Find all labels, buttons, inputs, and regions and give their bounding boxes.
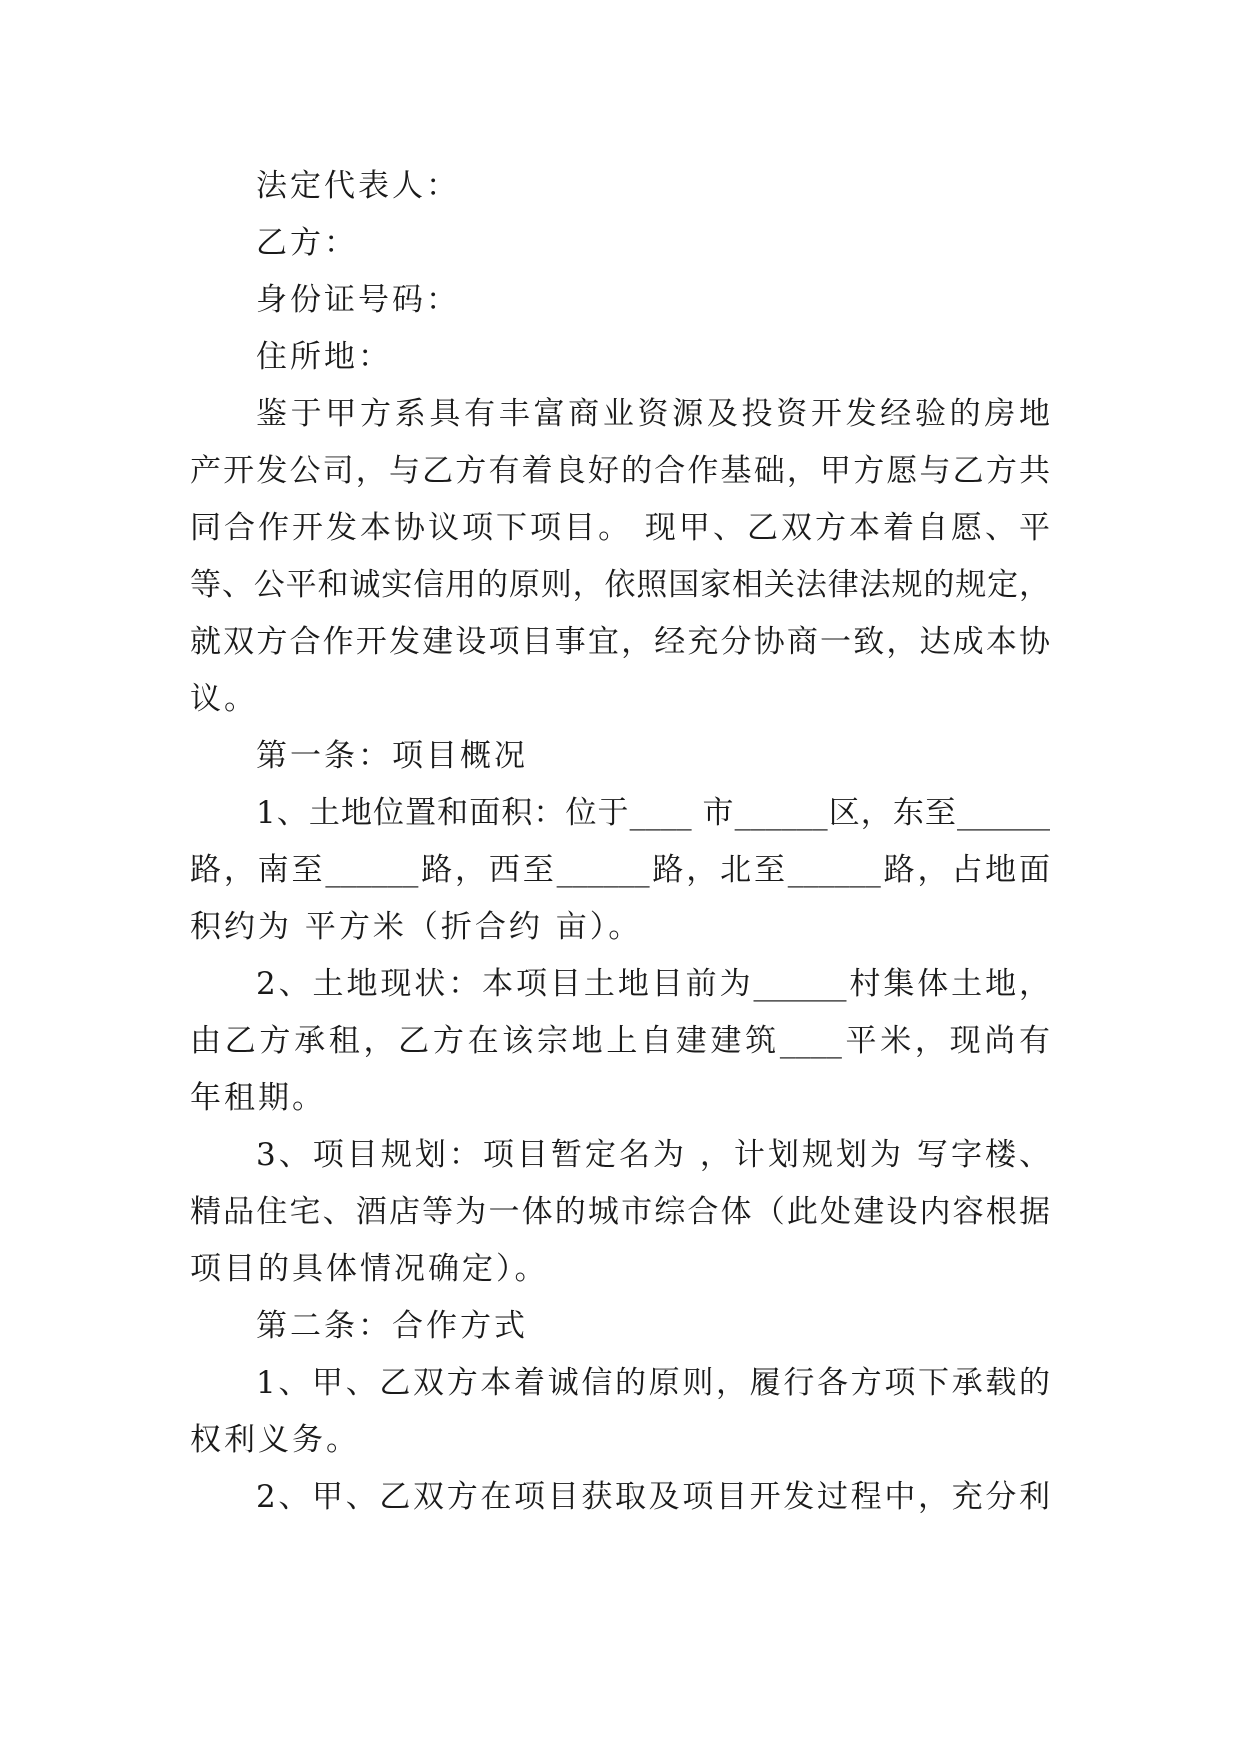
clause-1-2-line: 年租期。 [190, 1080, 326, 1116]
preamble-line: 等、公平和诚实信用的原则，依照国家相关法律法规的规定， [190, 567, 1050, 603]
clause-1-2-line: 2、土地现状：本项目土地目前为______村集体土地， [256, 966, 1050, 1002]
clause-1-1-line: 路，南至______路，西至______路，北至______路，占地面 [190, 852, 1050, 888]
article-2-heading: 第二条：合作方式 [256, 1308, 528, 1344]
article-1-heading: 第一条：项目概况 [256, 738, 528, 774]
preamble-line: 同合作开发本协议项下项目。 现甲、乙双方本着自愿、平 [190, 510, 1050, 546]
party-b-label: 乙方： [256, 225, 358, 261]
preamble-line: 鉴于甲方系具有丰富商业资源及投资开发经验的房地 [256, 396, 1050, 432]
clause-1-3-line: 项目的具体情况确定）。 [190, 1251, 549, 1287]
clause-2-1-line: 权利义务。 [190, 1422, 360, 1458]
clause-1-1-line: 积约为 平方米（折合约 亩）。 [190, 909, 643, 945]
clause-1-1-line: 1、土地位置和面积：位于____ 市______区，东至______ [256, 795, 1050, 831]
id-number-label: 身份证号码： [256, 282, 460, 318]
preamble-line: 议。 [190, 681, 258, 717]
preamble-line: 产开发公司，与乙方有着良好的合作基础，甲方愿与乙方共 [190, 453, 1050, 489]
legal-representative-label: 法定代表人： [256, 168, 460, 204]
clause-2-2-line: 2、甲、乙双方在项目获取及项目开发过程中，充分利 [256, 1479, 1050, 1515]
clause-1-3-line: 3、项目规划：项目暂定名为 ，计划规划为 写字楼、 [256, 1137, 1050, 1173]
clause-1-2-line: 由乙方承租，乙方在该宗地上自建建筑____平米，现尚有 [190, 1023, 1050, 1059]
clause-1-3-line: 精品住宅、酒店等为一体的城市综合体（此处建设内容根据 [190, 1194, 1050, 1230]
preamble-line: 就双方合作开发建设项目事宜，经充分协商一致，达成本协 [190, 624, 1050, 660]
address-label: 住所地： [256, 339, 392, 375]
clause-2-1-line: 1、甲、乙双方本着诚信的原则，履行各方项下承载的 [256, 1365, 1050, 1401]
